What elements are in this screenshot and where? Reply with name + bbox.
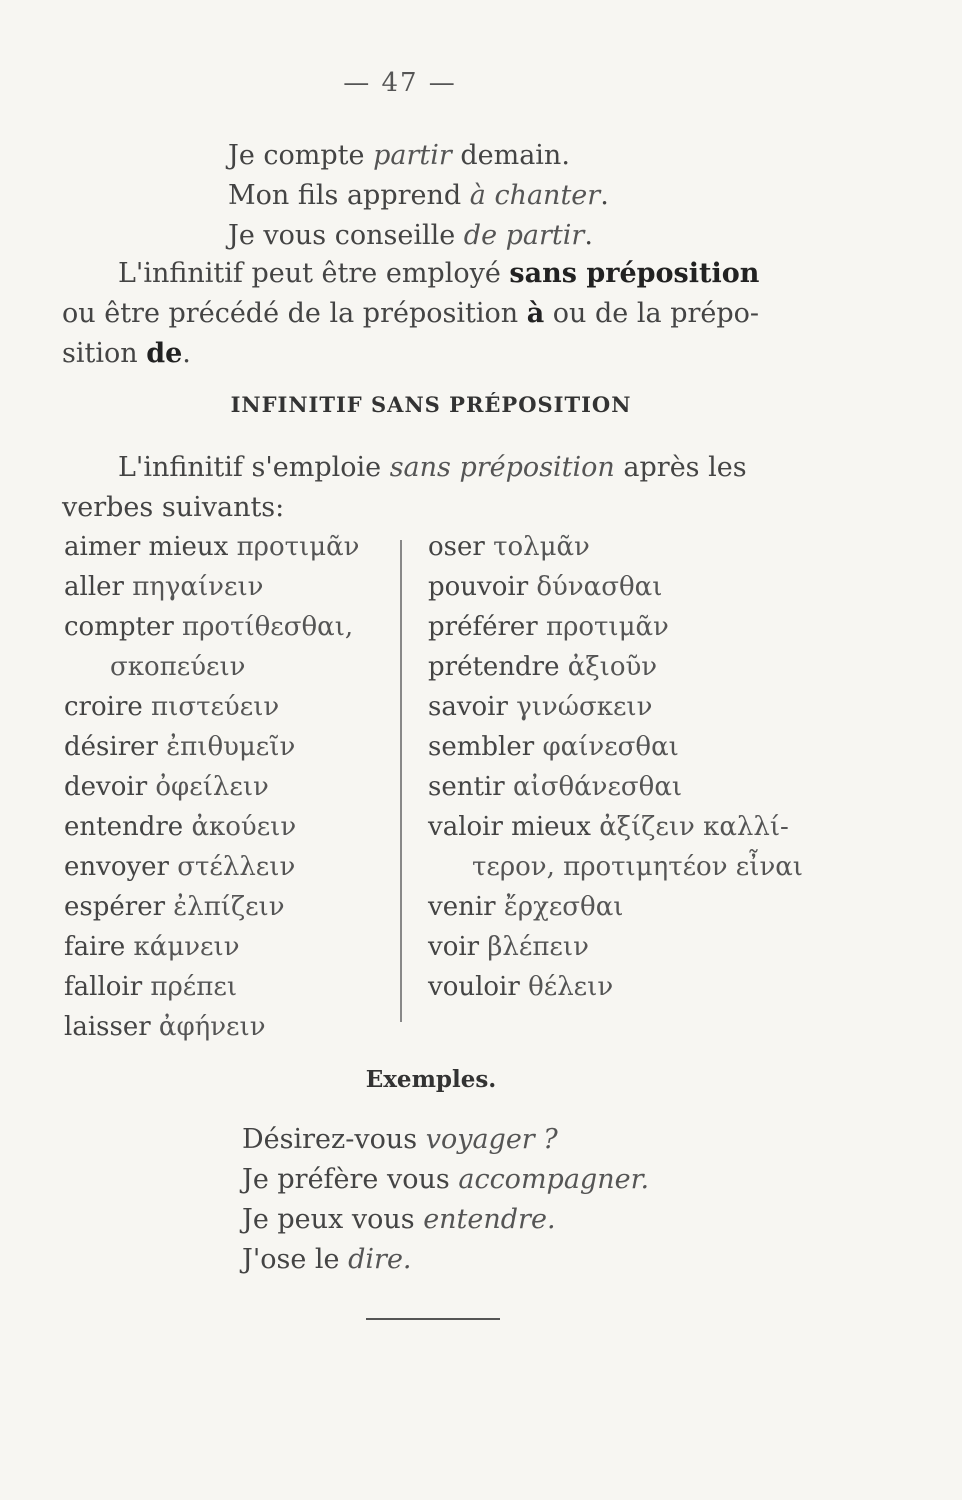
column-divider [400, 540, 402, 1022]
verb-entry: sentir αἰσθάνεσθαι [428, 772, 683, 802]
intro-line-3: Je vous conseille de partir. [228, 220, 593, 251]
intro-line-1: Je compte partir demain. [228, 140, 570, 171]
verb-entry: devoir ὀφείλειν [64, 772, 269, 802]
verb-entry: venir ἔρχεσθαι [428, 892, 624, 922]
rule-line-2: ou être précédé de la préposition à ou de la prépo- [62, 298, 760, 329]
rule-line-3: sition de. [62, 338, 191, 369]
example-line: J'ose le dire. [242, 1244, 412, 1275]
verb-entry: prétendre ἀξιοῦν [428, 652, 658, 682]
verb-entry: vouloir θέλειν [428, 972, 614, 1002]
verb-entry: voir βλέπειν [428, 932, 589, 962]
verb-entry: croire πιστεύειν [64, 692, 280, 722]
verb-entry: espérer ἐλπίζειν [64, 892, 285, 922]
verb-entry: préférer προτιμᾶν [428, 612, 669, 642]
example-line: Je peux vous entendre. [242, 1204, 556, 1235]
examples-heading: Exemples. [365, 1066, 497, 1093]
verb-entry: falloir πρέπει [64, 972, 238, 1002]
verb-entry: oser τολμᾶν [428, 532, 590, 562]
verb-entry: valoir mieux ἀξίζειν καλλί- [428, 812, 789, 842]
example-line: Je préfère vous accompagner. [242, 1164, 650, 1195]
verb-entry: faire κάμνειν [64, 932, 240, 962]
verb-entry: savoir γινώσκειν [428, 692, 653, 722]
verb-entry: désirer ἐπιθυμεῖν [64, 732, 296, 762]
verb-entry: compter προτίθεσθαι, [64, 612, 354, 642]
verb-entry: entendre ἀκούειν [64, 812, 297, 842]
verb-entry-continuation: τερον, προτιμητέον εἶναι [472, 852, 804, 882]
section-intro-line-1: L'infinitif s'emploie sans préposition après les [118, 452, 747, 483]
examples-list [242, 1124, 649, 1284]
verb-entry: envoyer στέλλειν [64, 852, 296, 882]
verb-entry: sembler φαίνεσθαι [428, 732, 679, 762]
section-heading: INFINITIF SANS PRÉPOSITION [230, 392, 632, 417]
right-verb-column [428, 532, 848, 1012]
verb-entry: aller πηγαίνειν [64, 572, 264, 602]
verb-entry-continuation: σκοπεύειν [110, 652, 246, 682]
verb-entry: aimer mieux προτιμᾶν [64, 532, 360, 562]
intro-line-2: Mon fils apprend à chanter. [228, 180, 609, 211]
verb-entry: laisser ἀφήνειν [64, 1012, 266, 1042]
left-verb-column [64, 532, 394, 1052]
verb-entry: pouvoir δύνασθαι [428, 572, 663, 602]
page-number: — 47 — [343, 68, 457, 98]
rule-line-1: L'infinitif peut être employé sans préposition [118, 258, 760, 289]
example-line: Désirez-vous voyager ? [242, 1124, 558, 1155]
section-intro-line-2: verbes suivants: [62, 492, 285, 523]
closing-rule [366, 1318, 500, 1320]
